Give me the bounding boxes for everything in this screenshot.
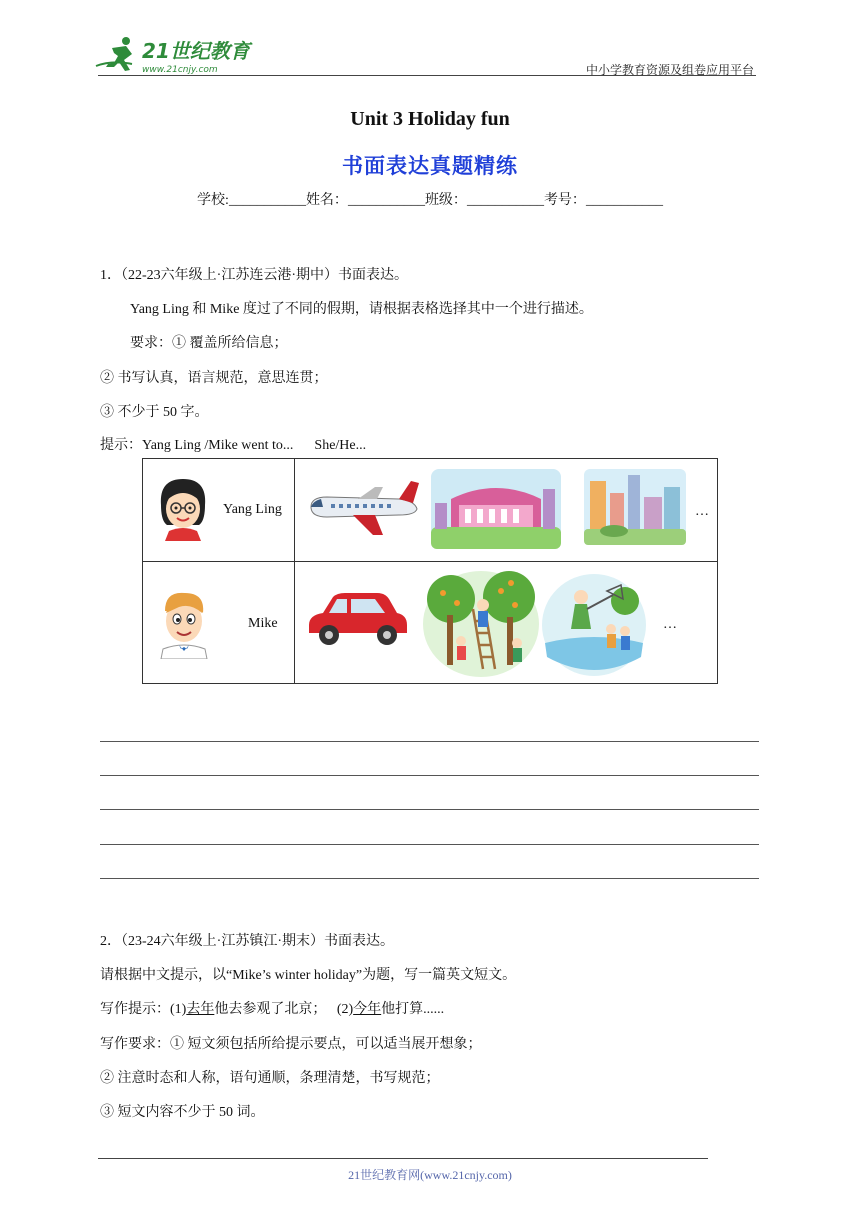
answer-line[interactable]	[100, 775, 759, 776]
orchard-picture	[421, 569, 541, 684]
runner-icon	[96, 37, 132, 71]
fishing-picture	[541, 573, 647, 682]
answer-line[interactable]	[100, 878, 759, 879]
q2-hint-middle: 他去参观了北京； (2)	[214, 1002, 354, 1017]
row2-ellipsis: …	[663, 617, 677, 632]
answer-line[interactable]	[100, 809, 759, 810]
number-label: 考号：	[543, 193, 586, 208]
page-title: Unit 3 Holiday fun	[350, 108, 510, 130]
q2-hint-last-year: 去年	[186, 1002, 215, 1017]
school-label: 学校:	[197, 193, 229, 208]
footer-link[interactable]: 21世纪教育网(www.21cnjy.com)	[348, 1168, 512, 1182]
answer-line[interactable]	[100, 741, 759, 742]
header-platform-text: 中小学教育资源及组卷应用平台	[585, 63, 754, 77]
q2-heading: 2．（23-24六年级上·江苏镇江·期末）书面表达。	[100, 934, 394, 949]
building-picture	[431, 469, 561, 554]
footer-divider	[98, 1158, 708, 1159]
boy-avatar-icon	[151, 587, 217, 664]
q2-hint-end: 他打算......	[381, 1002, 445, 1017]
q2-requirement-2: ② 注意时态和人称，语句通顺，条理清楚，书写规范；	[100, 1071, 440, 1086]
q1-requirement-2: ② 书写认真，语言规范，意思连贯；	[100, 371, 328, 386]
q1-hint: 提示：Yang Ling /Mike went to... She/He...	[100, 438, 367, 453]
row-name-mike: Mike	[248, 616, 278, 631]
q1-requirement-3: ③ 不少于 50 字。	[100, 405, 209, 420]
student-info-line	[0, 189, 860, 209]
row-name-yang-ling: Yang Ling	[223, 502, 282, 517]
q1-intro: Yang Ling 和 Mike 度过了不同的假期，请根据表格选择其中一个进行描述。	[130, 302, 593, 317]
number-blank: ___________	[585, 193, 663, 208]
q2-hint-this-year: 今年	[353, 1002, 382, 1017]
city-picture	[584, 469, 686, 550]
name-blank: ___________	[347, 193, 425, 208]
school-blank: ___________	[228, 193, 306, 208]
q2-requirement-1: 写作要求：① 短文须包括所给提示要点，可以适当展开想象；	[100, 1037, 482, 1052]
logo-url: www.21cnjy.com	[142, 65, 218, 75]
class-label: 班级：	[424, 193, 467, 208]
q2-requirement-3: ③ 短文内容不少于 50 词。	[100, 1105, 265, 1120]
name-label: 姓名：	[305, 193, 348, 208]
holiday-table	[142, 458, 718, 684]
row1-ellipsis: …	[695, 504, 709, 519]
girl-avatar-icon	[151, 475, 215, 546]
header-divider	[98, 75, 756, 76]
answer-line[interactable]	[100, 844, 759, 845]
logo-text: 21世纪教育	[142, 39, 250, 63]
airplane-icon	[303, 477, 421, 542]
q2-intro: 请根据中文提示，以“Mike’s winter holiday”为题，写一篇英文短文。	[100, 968, 517, 983]
car-icon	[303, 587, 409, 654]
class-blank: ___________	[466, 193, 544, 208]
q1-requirement-1: 要求：① 覆盖所给信息；	[130, 336, 288, 351]
q2-hint	[100, 998, 444, 1018]
q1-heading: 1．（22-23六年级上·江苏连云港·期中）书面表达。	[100, 268, 408, 283]
q2-hint-prefix: 写作提示：(1)	[100, 1002, 187, 1017]
site-logo	[92, 34, 262, 76]
page-subtitle: 书面表达真题精练	[342, 154, 518, 178]
